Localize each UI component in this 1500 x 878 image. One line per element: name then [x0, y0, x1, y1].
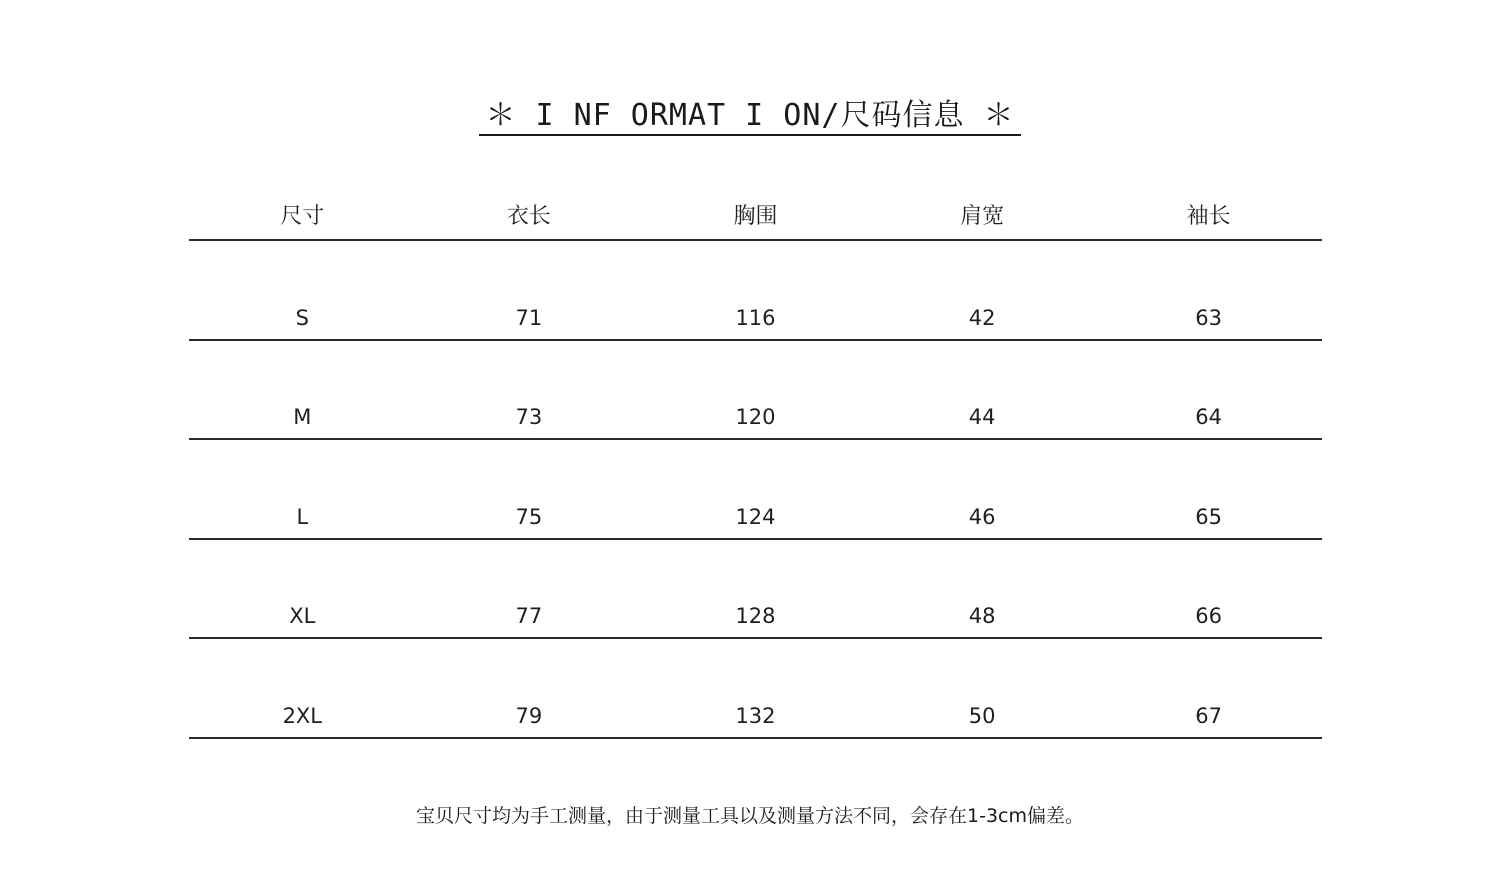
header-chest: 胸围 [733, 204, 778, 229]
cell-size: L [296, 504, 309, 529]
cell-sleeve: 67 [1195, 703, 1223, 728]
cell-length: 71 [515, 305, 543, 330]
measurement-note: 宝贝尺寸均为手工测量，由于测量工具以及测量方法不同，会存在1-3cm偏差。 [416, 805, 1084, 827]
size-table [189, 140, 1322, 739]
table-header-row [189, 140, 1322, 241]
header-sleeve: 袖长 [1186, 204, 1231, 229]
cell-size: M [293, 405, 312, 429]
cell-chest: 128 [735, 604, 776, 628]
cell-length: 75 [515, 504, 543, 529]
cell-length: 73 [515, 405, 543, 429]
size-chart-title-text: ＊ I NF ORMAT I ON/尺码信息 ＊ [479, 98, 1020, 136]
cell-length: 79 [515, 703, 543, 728]
cell-length: 77 [515, 604, 543, 628]
cell-size: XL [289, 604, 316, 628]
cell-sleeve: 65 [1195, 504, 1223, 529]
header-size: 尺寸 [280, 204, 325, 229]
cell-sleeve: 66 [1195, 604, 1223, 628]
table-row [189, 241, 1322, 341]
table-row [189, 540, 1322, 640]
cell-chest: 116 [735, 305, 776, 330]
table-row [189, 639, 1322, 739]
cell-chest: 120 [735, 405, 776, 429]
header-shoulder: 肩宽 [960, 204, 1005, 229]
cell-sleeve: 64 [1195, 405, 1223, 429]
cell-size: S [295, 305, 309, 330]
cell-shoulder: 48 [968, 604, 996, 628]
table-row [189, 440, 1322, 540]
cell-shoulder: 50 [968, 703, 996, 728]
cell-shoulder: 42 [968, 305, 996, 330]
table-row [189, 341, 1322, 441]
cell-shoulder: 44 [968, 405, 996, 429]
cell-chest: 124 [735, 504, 776, 529]
header-length: 衣长 [506, 204, 551, 229]
cell-chest: 132 [735, 703, 776, 728]
cell-size: 2XL [282, 703, 323, 728]
cell-shoulder: 46 [968, 504, 996, 529]
size-chart-title [0, 98, 1500, 138]
cell-sleeve: 63 [1195, 305, 1223, 330]
